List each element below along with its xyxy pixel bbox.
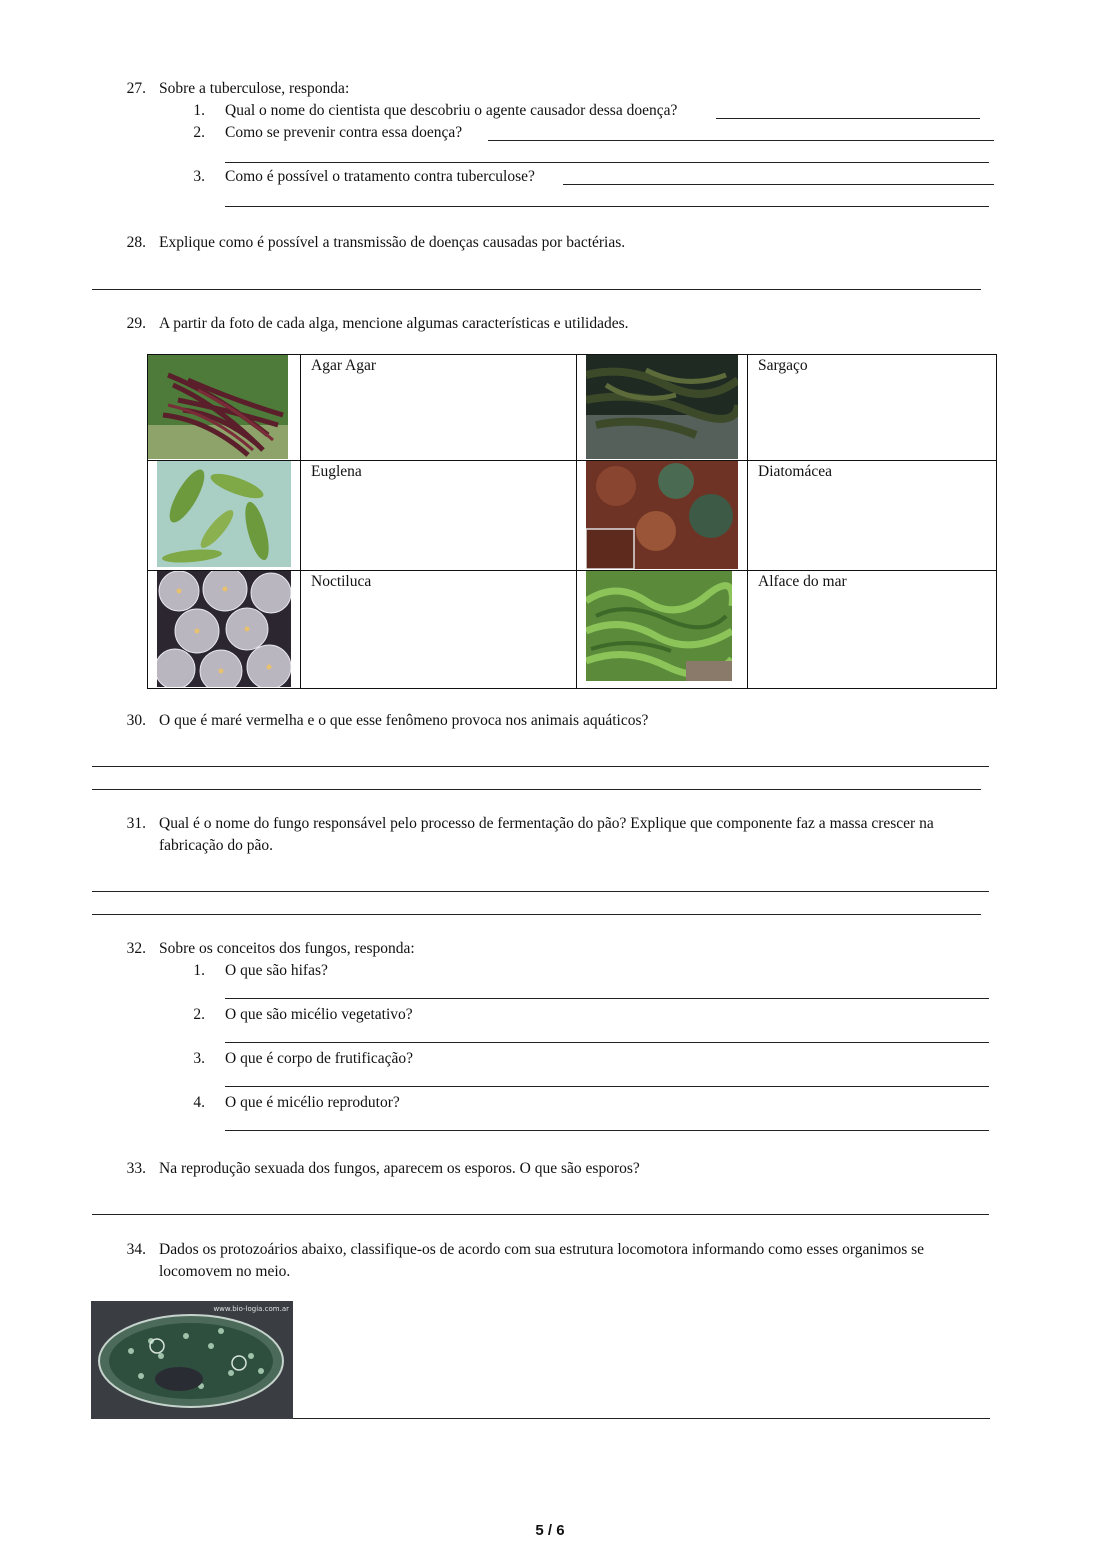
q32-item-2-text: O que são micélio vegetativo?	[225, 1006, 413, 1023]
algae-label-cell	[301, 461, 577, 571]
algae-label-cell	[301, 355, 577, 461]
q32-item-3-text: O que é corpo de frutificação?	[225, 1050, 414, 1067]
euglena-photo	[157, 461, 291, 567]
q27-item-2-text: Como se prevenir contra essa doença?	[225, 124, 463, 141]
alface-do-mar-photo	[586, 571, 732, 681]
q32-item-4-number: 4.	[193, 1094, 205, 1111]
answer-line[interactable]	[225, 162, 989, 163]
algae-photo-cell	[577, 571, 748, 689]
answer-line[interactable]	[225, 206, 989, 207]
q32-item-3-number: 3.	[193, 1050, 205, 1067]
q30-text: O que é maré vermelha e o que esse fenômeno provoca nos animais aquáticos?	[159, 712, 649, 729]
q28-text: Explique como é possível a transmissão de doenças causadas por bactérias.	[159, 234, 626, 251]
q29-text: A partir da foto de cada alga, mencione algumas características e utilidades.	[159, 315, 629, 332]
answer-line[interactable]	[92, 1214, 989, 1215]
q32-item-4-text: O que é micélio reprodutor?	[225, 1094, 400, 1111]
algae-table	[147, 354, 997, 689]
algae-label-cell	[301, 571, 577, 689]
q31-text-line2: fabricação do pão.	[159, 837, 274, 854]
answer-line[interactable]	[92, 891, 989, 892]
answer-line[interactable]	[92, 789, 981, 790]
answer-line[interactable]	[225, 1130, 989, 1131]
diatomacea-photo	[586, 461, 738, 569]
q27-item-3-text: Como é possível o tratamento contra tuberculose?	[225, 168, 535, 185]
page-number: 5 / 6	[535, 1522, 565, 1539]
answer-line[interactable]	[92, 766, 989, 767]
algae-name-alface-do-mar: Alface do mar	[758, 573, 847, 590]
q27-item-1-number: 1.	[193, 102, 205, 119]
answer-line[interactable]	[92, 914, 981, 915]
q27-item-2-number: 2.	[193, 124, 205, 141]
algae-name-agar-agar: Agar Agar	[311, 357, 376, 374]
answer-line[interactable]	[225, 1086, 989, 1087]
q32-item-2-number: 2.	[193, 1006, 205, 1023]
algae-name-euglena: Euglena	[311, 463, 362, 480]
q32-number: 32.	[126, 940, 146, 957]
q33-number: 33.	[126, 1160, 146, 1177]
q31-number: 31.	[126, 815, 146, 832]
algae-photo-cell	[148, 461, 301, 571]
algae-photo-cell	[148, 355, 301, 461]
answer-line[interactable]	[488, 140, 994, 141]
q34-text-line1: Dados os protozoários abaixo, classifique-os de acordo com sua estrutura locomotora informando como esses organimos se	[159, 1241, 925, 1258]
q28-number: 28.	[126, 234, 146, 251]
q30-number: 30.	[126, 712, 146, 729]
algae-label-cell	[748, 461, 997, 571]
q27-item-1-text: Qual o nome do cientista que descobriu o agente causador dessa doença?	[225, 102, 678, 119]
algae-label-cell	[748, 571, 997, 689]
answer-line[interactable]	[716, 118, 980, 119]
algae-photo-cell	[577, 355, 748, 461]
sargaco-photo	[586, 355, 738, 459]
algae-name-sargaco: Sargaço	[758, 357, 808, 374]
paramecium-photo	[91, 1301, 293, 1419]
q32-text: Sobre os conceitos dos fungos, responda:	[159, 940, 415, 957]
answer-line[interactable]	[225, 1042, 989, 1043]
q32-item-1-text: O que são hifas?	[225, 962, 328, 979]
q32-item-1-number: 1.	[193, 962, 205, 979]
q34-text-line2: locomovem no meio.	[159, 1263, 291, 1280]
q27-number: 27.	[126, 80, 146, 97]
q31-text-line1: Qual é o nome do fungo responsável pelo processo de fermentação do pão? Explique que componente faz a massa crescer na	[159, 815, 934, 832]
algae-photo-cell	[577, 461, 748, 571]
q27-text: Sobre a tuberculose, responda:	[159, 80, 350, 97]
q27-item-3-number: 3.	[193, 168, 205, 185]
noctiluca-photo	[157, 571, 291, 687]
answer-line[interactable]	[563, 184, 994, 185]
answer-line[interactable]	[92, 289, 981, 290]
algae-label-cell	[748, 355, 997, 461]
algae-name-noctiluca: Noctiluca	[311, 573, 372, 590]
agar-agar-photo	[148, 355, 288, 459]
answer-line[interactable]	[293, 1418, 990, 1419]
q29-number: 29.	[126, 315, 146, 332]
q34-number: 34.	[126, 1241, 146, 1258]
algae-name-diatomacea: Diatomácea	[758, 463, 833, 480]
photo-caption: www.bio-logia.com.ar	[213, 1305, 289, 1313]
algae-photo-cell	[148, 571, 301, 689]
answer-line[interactable]	[225, 998, 989, 999]
q33-text: Na reprodução sexuada dos fungos, aparecem os esporos. O que são esporos?	[159, 1160, 640, 1177]
